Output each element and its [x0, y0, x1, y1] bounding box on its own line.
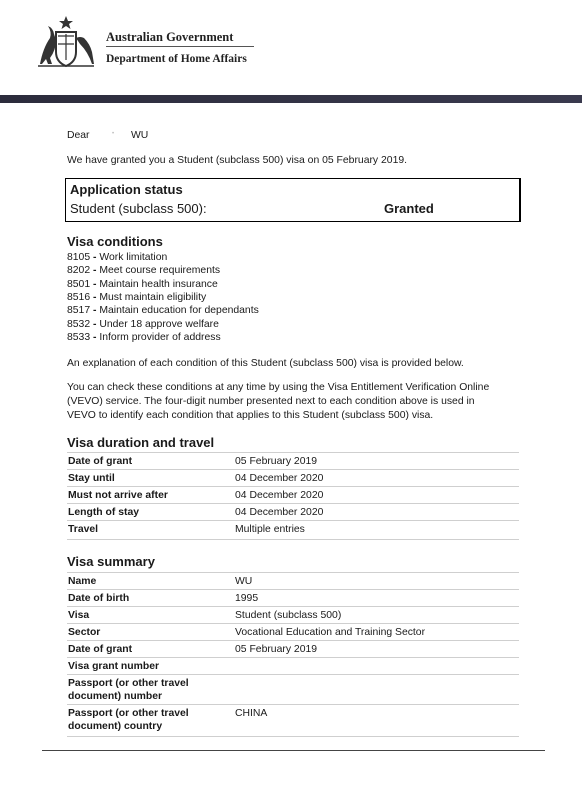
table-row [67, 486, 519, 504]
condition-code: 8202 [67, 265, 91, 277]
table-row [67, 503, 519, 521]
application-status-box [65, 178, 521, 222]
table-row [67, 704, 519, 737]
condition-code: 8501 [67, 278, 91, 290]
row-label: Date of grant [68, 456, 133, 467]
conditions-explanation: An explanation of each condition of this Student (subclass 500) visa is provided below. [67, 358, 464, 369]
row-label-line: Passport (or other travel [68, 708, 189, 719]
condition-text: Maintain health insurance [99, 278, 218, 290]
condition-code: 8532 [67, 318, 91, 330]
condition-text: Inform provider of address [99, 331, 221, 343]
condition-code: 8517 [67, 305, 91, 317]
row-value: WU [235, 576, 253, 587]
row-value: 04 December 2020 [235, 490, 324, 501]
table-row [67, 452, 519, 470]
conditions-title: Visa conditions [67, 234, 163, 249]
row-label [68, 678, 189, 703]
vevo-line-2: (VEVO) service. The four-digit number presented next to each condition above is used in [67, 396, 475, 407]
grant-intro: We have granted you a Student (subclass 500) visa on 05 February 2019. [67, 155, 408, 166]
condition-item [67, 332, 221, 343]
table-row [67, 606, 519, 624]
row-label: Sector [68, 627, 101, 638]
condition-item [67, 305, 259, 316]
table-row [67, 469, 519, 487]
row-label: Visa [68, 610, 90, 621]
row-label: Must not arrive after [68, 490, 168, 501]
row-label: Length of stay [68, 507, 140, 518]
row-value: 05 February 2019 [235, 456, 318, 467]
table-bottom-rule [67, 736, 519, 737]
condition-text: Maintain education for dependants [99, 305, 259, 317]
condition-text: Must maintain eligibility [99, 291, 207, 303]
row-value: Student (subclass 500) [235, 610, 342, 621]
condition-separator: - [90, 252, 100, 263]
summary-title: Visa summary [67, 554, 155, 569]
condition-item [67, 265, 220, 276]
header-divider [106, 46, 254, 47]
header-band [0, 95, 582, 103]
condition-code: 8105 [67, 252, 91, 263]
table-row [67, 674, 519, 705]
row-value: 05 February 2019 [235, 644, 318, 655]
table-row [67, 640, 519, 658]
condition-code: 8533 [67, 331, 91, 343]
condition-separator: - [90, 265, 100, 277]
addressee-surname: WU [131, 130, 149, 141]
letterhead [0, 0, 582, 96]
condition-item [67, 252, 167, 263]
row-value: 04 December 2020 [235, 473, 324, 484]
row-label-line: document) number [68, 690, 163, 702]
row-value: CHINA [235, 708, 268, 719]
condition-text: Work limitation [99, 252, 168, 263]
row-label: Date of grant [68, 644, 133, 655]
row-label: Travel [68, 524, 99, 535]
condition-code: 8516 [67, 291, 91, 303]
condition-separator: - [90, 305, 100, 317]
row-label: Name [68, 576, 97, 587]
condition-item [67, 319, 219, 330]
row-label-line: Passport (or other travel [68, 678, 189, 689]
condition-item [67, 279, 218, 290]
footer-divider [42, 750, 545, 751]
row-label: Visa grant number [68, 661, 160, 672]
redacted-given-name: • [112, 131, 115, 137]
coat-of-arms-icon [34, 14, 98, 70]
table-row [67, 589, 519, 607]
vevo-line-3: VEVO to identify each condition that applies to this Student (subclass 500) visa. [67, 410, 434, 421]
government-name: Australian Government [106, 30, 234, 44]
condition-separator: - [90, 291, 100, 303]
row-value: Multiple entries [235, 524, 305, 535]
row-label [68, 708, 189, 733]
duration-title: Visa duration and travel [67, 435, 215, 450]
table-row [67, 623, 519, 641]
condition-separator: - [90, 318, 100, 330]
condition-separator: - [90, 331, 100, 343]
status-title: Application status [70, 182, 183, 197]
status-value: Granted [384, 201, 434, 216]
condition-text: Meet course requirements [99, 265, 221, 277]
row-value: 1995 [235, 593, 259, 604]
row-value: 04 December 2020 [235, 507, 324, 518]
table-row [67, 657, 519, 675]
salutation: Dear [67, 130, 90, 141]
row-label: Date of birth [68, 593, 130, 604]
table-row [67, 520, 519, 540]
table-row [67, 572, 519, 590]
row-label: Stay until [68, 473, 115, 484]
vevo-line-1: You can check these conditions at any time by using the Visa Entitlement Verification Online [67, 382, 490, 393]
condition-text: Under 18 approve welfare [99, 318, 219, 330]
condition-separator: - [90, 278, 100, 290]
status-visa-type: Student (subclass 500): [70, 201, 207, 216]
row-label-line: document) country [68, 720, 163, 732]
department-name: Department of Home Affairs [106, 53, 247, 65]
table-bottom-rule [67, 539, 519, 540]
condition-item [67, 292, 206, 303]
row-value: Vocational Education and Training Sector [235, 627, 426, 638]
